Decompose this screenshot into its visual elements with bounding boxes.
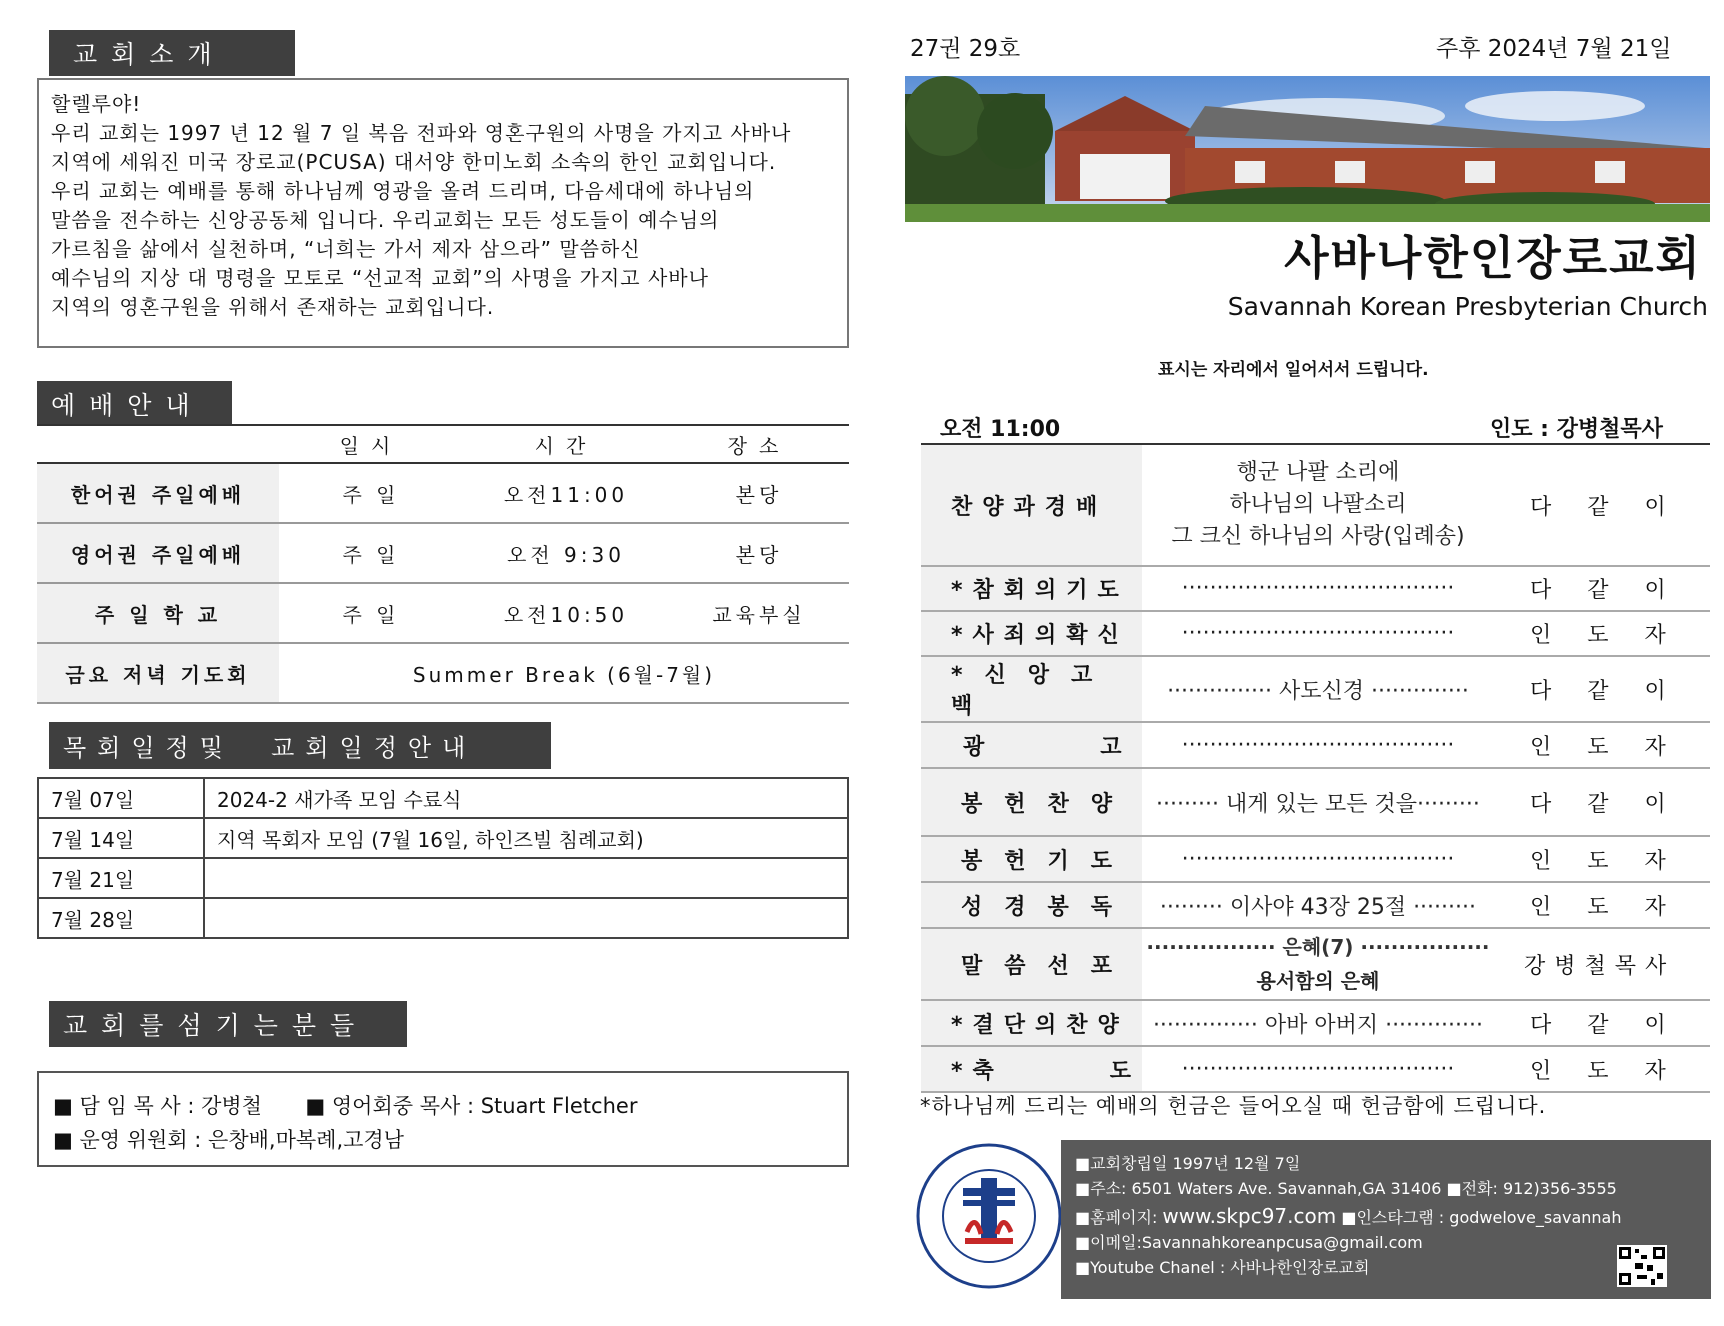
address: ■주소: 6501 Waters Ave. Savannah,GA 31406 — [1075, 1179, 1442, 1198]
intro-line: 예수님의 지상 대 명령을 모토로 “선교적 교회”의 사명을 가지고 사바나 — [51, 266, 709, 290]
email: ■이메일:Savannahkoreanpcusa@gmail.com — [1075, 1233, 1423, 1252]
schedule-event: 2024-2 새가족 모임 수료식 — [204, 778, 848, 818]
schedule-event — [204, 858, 848, 898]
order-detail: ········· 이사야 43장 25절 ········· — [1142, 882, 1494, 928]
col-header: 일시 — [279, 425, 463, 463]
order-detail: ··············· 사도신경 ·············· — [1142, 656, 1494, 722]
service-day: 주 일 — [279, 463, 463, 523]
table-row — [921, 722, 1710, 768]
order-detail: ······································· — [1142, 722, 1494, 768]
service-time: 오전10:50 — [463, 583, 669, 643]
order-detail: ······································· — [1142, 611, 1494, 656]
church-building-image — [905, 76, 1710, 222]
order-who: 인도자 — [1494, 1046, 1710, 1092]
intro-line: 지역에 세워진 미국 장로교(PCUSA) 대서양 한미노회 소속의 한인 교회입니다. — [51, 150, 777, 174]
service-name: 주 일 학 교 — [37, 583, 279, 643]
table-row — [921, 1000, 1710, 1046]
order-who: 인도자 — [1494, 611, 1710, 656]
service-note: Summer Break (6월-7월) — [279, 643, 849, 703]
service-time: 오전 11:00 — [940, 417, 1061, 442]
table-row — [921, 836, 1710, 882]
service-day: 주 일 — [279, 583, 463, 643]
service-name: 한어권 주일예배 — [37, 463, 279, 523]
table-row — [921, 566, 1710, 611]
servants-box — [37, 1071, 849, 1167]
table-row — [37, 583, 849, 643]
table-row — [37, 463, 849, 523]
order-item: *사죄의확신 — [921, 611, 1142, 656]
order-detail: ······································· — [1142, 836, 1494, 882]
order-who: 강병철목사 — [1494, 928, 1710, 1000]
order-who: 다같이 — [1494, 444, 1710, 566]
homepage-link[interactable]: www.skpc97.com — [1162, 1204, 1337, 1228]
order-item: 말씀선포 — [921, 928, 1142, 1000]
song-line: 그 크신 하나님의 사랑(입례송) — [1171, 524, 1465, 549]
order-item: 성경봉독 — [921, 882, 1142, 928]
table-row — [37, 643, 849, 703]
order-item: *결단의찬양 — [921, 1000, 1142, 1046]
qr-code-icon — [1617, 1245, 1667, 1287]
table-row — [921, 882, 1710, 928]
schedule-date: 7월 21일 — [38, 858, 204, 898]
order-item: *축 도 — [921, 1046, 1142, 1092]
intro-box — [37, 78, 849, 348]
youtube: ■Youtube Chanel : 사바나한인장로교회 — [1075, 1258, 1370, 1277]
presbyterian-seal-icon — [915, 1142, 1063, 1290]
col-header: 장소 — [669, 425, 849, 463]
order-who: 다같이 — [1494, 566, 1710, 611]
offering-note: *하나님께 드리는 예배의 헌금은 들어오실 때 헌금함에 드립니다. — [920, 1094, 1547, 1118]
table-row — [37, 523, 849, 583]
instagram: ■인스타그램 : godwelove_savannah — [1341, 1208, 1622, 1227]
order-detail: ······································· — [1142, 1046, 1494, 1092]
schedule-table — [37, 777, 849, 939]
sermon-title: ················· 은혜(7) ················· — [1146, 935, 1490, 959]
intro-line: 우리 교회는 예배를 통해 하나님께 영광을 올려 드리며, 다음세대에 하나님의 — [51, 179, 755, 203]
schedule-event — [204, 898, 848, 938]
committee: ■ 운영 위원회 : 은창배,마복례,고경남 — [53, 1128, 404, 1152]
order-detail: ······································· — [1142, 566, 1494, 611]
song-line: 하나님의 나팔소리 — [1229, 492, 1407, 517]
order-detail: ··············· 아바 아버지 ·············· — [1142, 1000, 1494, 1046]
order-detail: ········· 내게 있는 모든 것을········· — [1142, 768, 1494, 836]
order-item: 봉헌기도 — [921, 836, 1142, 882]
schedule-date: 7월 07일 — [38, 778, 204, 818]
intro-line: 가르침을 삶에서 실천하며, “너희는 가서 제자 삼으라” 말씀하신 — [51, 237, 641, 261]
schedule-date: 7월 28일 — [38, 898, 204, 938]
service-time: 오전11:00 — [463, 463, 669, 523]
intro-header: 교회소개 — [49, 30, 295, 76]
bulletin-date: 주후 2024년 7월 21일 — [1436, 36, 1672, 62]
table-row — [921, 768, 1710, 836]
church-logo — [915, 1142, 1063, 1290]
phone: ■전화: 912)356-3555 — [1446, 1179, 1617, 1198]
order-who: 다같이 — [1494, 1000, 1710, 1046]
table-row — [921, 444, 1710, 566]
logo-text — [940, 1145, 962, 1146]
service-name: 금요 저녁 기도회 — [37, 643, 279, 703]
worship-table — [37, 424, 849, 704]
order-who: 인도자 — [1494, 882, 1710, 928]
church-name-kr: 사바나한인장로교회 — [1284, 231, 1702, 285]
order-item: 광 고 — [921, 722, 1142, 768]
order-item: 봉헌찬양 — [921, 768, 1142, 836]
order-of-worship — [921, 443, 1710, 1093]
info-panel — [1061, 1140, 1711, 1299]
table-row — [38, 898, 848, 938]
table-row — [921, 611, 1710, 656]
order-who: 인도자 — [1494, 836, 1710, 882]
table-row — [921, 1046, 1710, 1092]
logo-kr — [955, 1262, 964, 1263]
sermon-subtitle: 용서함의 은혜 — [1256, 969, 1380, 993]
church-name-en: Savannah Korean Presbyterian Church — [1227, 292, 1708, 321]
order-who: 인도자 — [1494, 722, 1710, 768]
col-header: 시간 — [463, 425, 669, 463]
homepage-label: ■홈페이지: — [1075, 1208, 1163, 1227]
song-line: 행군 나팔 소리에 — [1236, 460, 1400, 485]
order-item: *신앙고백 — [921, 656, 1142, 722]
service-place: 본당 — [669, 523, 849, 583]
service-place: 본당 — [669, 463, 849, 523]
intro-line: 말씀을 전수하는 신앙공동체 입니다. 우리교회는 모든 성도들이 예수님의 — [51, 208, 720, 232]
order-item: *참회의기도 — [921, 566, 1142, 611]
service-day: 주 일 — [279, 523, 463, 583]
schedule-header: 목회일정및 교회일정안내 — [49, 722, 551, 769]
stand-note: 표시는 자리에서 일어서서 드립니다. — [1158, 360, 1429, 380]
table-row — [38, 858, 848, 898]
order-who: 다같이 — [1494, 656, 1710, 722]
table-row — [38, 818, 848, 858]
order-item: 찬양과경배 — [921, 444, 1142, 566]
senior-pastor: ■ 담 임 목 사 : 강병철 — [53, 1094, 262, 1118]
table-row — [921, 928, 1710, 1000]
service-name: 영어권 주일예배 — [37, 523, 279, 583]
volume-number: 27권 29호 — [910, 36, 1021, 62]
worship-header: 예배안내 — [37, 381, 232, 426]
table-row — [38, 778, 848, 818]
intro-line: 지역의 영혼구원을 위해서 존재하는 교회입니다. — [51, 295, 495, 319]
service-leader: 인도 : 강병철목사 — [1490, 417, 1663, 442]
english-pastor: ■ 영어회중 목사 : Stuart Fletcher — [305, 1094, 638, 1118]
schedule-event: 지역 목회자 모임 (7월 16일, 하인즈빌 침례교회) — [204, 818, 848, 858]
intro-line: 할렐루야! — [51, 92, 142, 116]
service-time: 오전 9:30 — [463, 523, 669, 583]
order-who: 다같이 — [1494, 768, 1710, 836]
founded-date: ■교회창립일 1997년 12월 7일 — [1075, 1154, 1301, 1173]
service-place: 교육부실 — [669, 583, 849, 643]
church-photo — [905, 76, 1710, 222]
table-row — [921, 656, 1710, 722]
schedule-date: 7월 14일 — [38, 818, 204, 858]
intro-line: 우리 교회는 1997 년 12 월 7 일 복음 전파와 영혼구원의 사명을 가지고 사바나 — [51, 121, 792, 145]
servants-header: 교회를섬기는분들 — [49, 1001, 407, 1047]
